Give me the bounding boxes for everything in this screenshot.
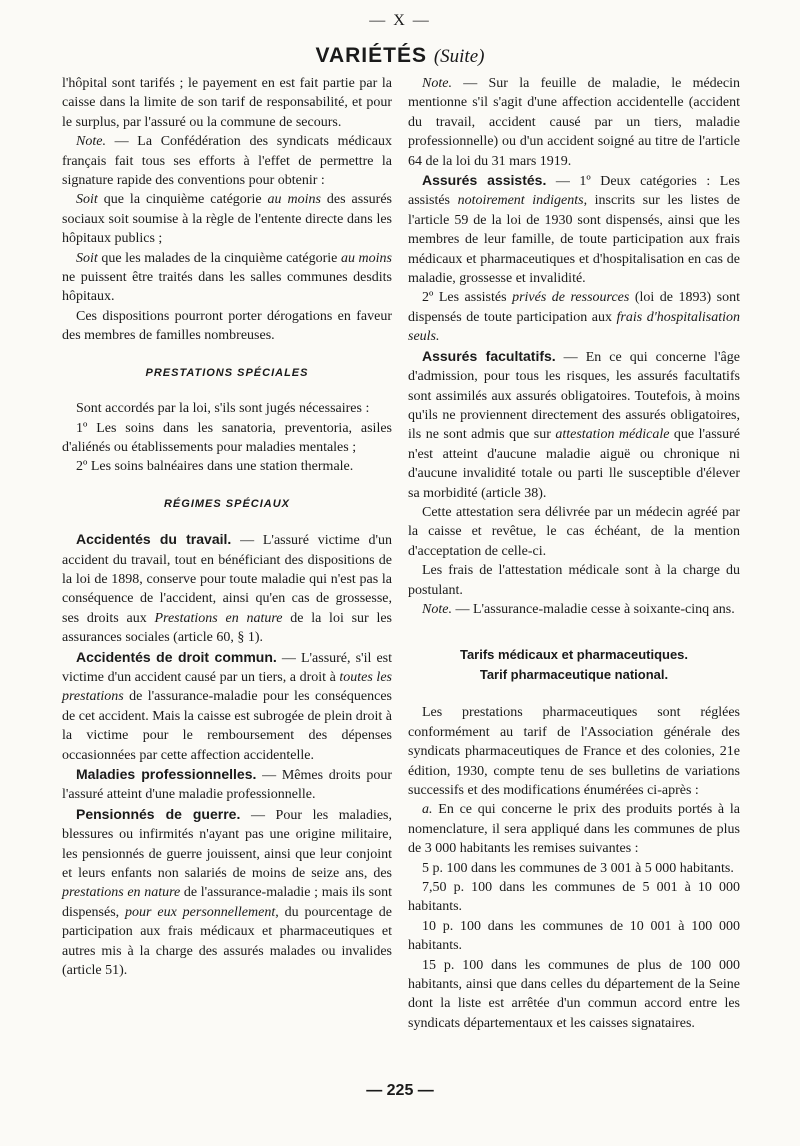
paragraph-accidentes-travail	[62, 530, 392, 647]
paragraph: Les prestations pharmaceutiques sont réglées conformément au tarif de l'Association générale des syndicats pharmaceutiques de France et des colonies, 21e édition, 1930, compte tenu de ses bulletins de variations successifs et des modifications énumérées ci-après :	[408, 705, 740, 798]
text: que la cinquième catégorie	[97, 192, 268, 208]
text: ne puissent être traités dans les salles communes desdits hôpitaux.	[62, 270, 392, 305]
text: — En ce qui concerne l'âge d'admission, pour tous les risques, les assurés facultatifs sont assimilés aux assurés obligatoires. Toutefois, à moins qu'ils ne proviennent directement des assurés obligatoires, ils ne sont admis que sur	[408, 349, 740, 443]
note-lead: Note.	[76, 134, 106, 150]
emphasis: frais d'hospitalisation seuls.	[408, 309, 740, 345]
list-item: 10 p. 100 dans les communes de 10 001 à 100 000 habitants.	[408, 918, 740, 954]
text: — Pour les maladies, blessures ou infirmités n'ayant pas une origine militaire, les pensionnés de guerre jouissent, ainsi que leur conjoint et leurs enfants non salariés de moins de seize ans, des	[62, 807, 392, 882]
section-heading-prestations: PRESTATIONS SPÉCIALES	[145, 366, 309, 379]
paragraph	[408, 800, 740, 858]
paragraph-assures-assistes	[408, 171, 740, 288]
heading-line: Tarif pharmaceutique national.	[479, 667, 669, 683]
emphasis: Prestations en nature	[154, 610, 283, 626]
emphasis: au moins	[340, 250, 392, 266]
note-lead: Note.	[422, 76, 452, 91]
text: que les malades de la cinquième catégorie	[97, 250, 341, 266]
run-in-heading: Maladies professionnelles.	[76, 766, 257, 782]
text: , inscrits sur les listes de l'article 59 de la loi de 1930 sont dispensés, ainsi que les membres de leur famille, de toute participation aux frais médicaux et pharmaceutiques et d'hospitalisation en cas de maladie, grossesse et invalidité.	[408, 193, 740, 287]
note-lead: Note.	[422, 601, 452, 617]
section-heading-tarifs	[408, 645, 740, 685]
note-paragraph	[408, 74, 740, 171]
heading-line: Tarifs médicaux et pharmaceutiques.	[459, 647, 689, 663]
item-letter: a.	[422, 802, 433, 818]
text: 2º Les assistés	[422, 290, 513, 306]
right-column	[408, 74, 740, 1033]
emphasis: attestation médicale	[555, 427, 670, 443]
soit-lead: Soit	[76, 250, 98, 266]
list-item: 1º Les soins dans les sanatoria, preventoria, asiles d'aliénés ou établissements pour maladies mentales ;	[62, 420, 392, 455]
text: des assurés sociaux soit soumise à la règle de l'entente directe dans les hôpitaux publics ;	[62, 192, 392, 247]
note-paragraph	[62, 132, 392, 190]
paragraph-assures-facultatifs	[408, 347, 740, 503]
emphasis: prestations en nature	[62, 885, 181, 901]
list-item: 5 p. 100 dans les communes de 3 001 à 5 000 habitants.	[422, 860, 734, 876]
title-main: VARIÉTÉS	[315, 44, 427, 67]
emphasis: toutes les prestations	[62, 669, 392, 705]
soit-paragraph	[62, 249, 392, 307]
paragraph: Sont accordés par la loi, s'ils sont jugés nécessaires :	[76, 401, 370, 417]
paragraph: Cette attestation sera délivrée par un médecin agréé par la caisse et revêtue, le cas échéant, de la mention d'acceptation de celle-ci.	[408, 504, 740, 559]
text: que l'assuré n'est atteint d'aucune maladie aiguë ou chronique ni d'aucune invalidité totale ou parti lle susceptible d'élever sa morbidité (article 38).	[408, 427, 740, 501]
run-in-heading: Assurés assistés.	[422, 172, 547, 189]
text: — 1º Deux catégories : Les assistés	[408, 174, 740, 209]
run-in-heading: Pensionnés de guerre.	[76, 805, 241, 822]
paragraph: Les frais de l'attestation médicale sont à la charge du postulant.	[408, 563, 740, 598]
text: , du pourcentage de participation aux frais médicaux et pharmaceutiques et autres mis à la charge des assurés malades ou invalides (article 51).	[62, 904, 392, 979]
paragraph: Ces dispositions pourront porter dérogations en faveur des membres de familles nombreuses.	[62, 308, 392, 344]
emphasis: privés de ressources	[512, 290, 630, 306]
list-item: 7,50 p. 100 dans les communes de 5 001 à 10 000 habitants.	[408, 880, 740, 915]
run-in-heading: Accidentés du travail.	[76, 531, 232, 548]
paragraph-pensionnes	[62, 805, 392, 981]
page-number: — 225 —	[366, 1082, 434, 1099]
section-heading-regimes: RÉGIMES SPÉCIAUX	[163, 497, 291, 510]
text: de l'assurance-maladie pour les conséquences de cet accident. Mais la caisse est subrogée de plein droit à la victime pour le remboursement des dépenses occasionnées par cette affection accidentelle.	[62, 689, 392, 763]
emphasis: au moins	[267, 192, 321, 208]
text: En ce qui concerne le prix des produits portés à la nomenclature, il sera appliqué dans les communes de plus de 3 000 habitants les remises suivantes :	[408, 802, 740, 857]
note-text: — Sur la feuille de maladie, le médecin mentionne s'il s'agit d'une affection accidentelle (accident du travail, accident causé par un tiers, maladie professionnelle) ou d'un accident soigné au titre de l'article 64 de la loi du 31 mars 1919.	[408, 76, 740, 169]
soit-paragraph	[62, 190, 392, 248]
paragraph-accidentes-droit-commun	[62, 648, 392, 765]
text: — L'assuré victime d'un accident du travail, tout en bénéficiant des dispositions de la loi de 1898, conserve pour toute maladie qui n'est pas la conséquence de l'accident, ainsi qu'en cas de grossesse, ses droits aux	[62, 533, 393, 626]
note-text: — L'assurance-maladie cesse à soixante-cinq ans.	[451, 601, 735, 617]
page-title	[0, 44, 800, 68]
note-paragraph	[408, 600, 740, 619]
text: de la loi sur les assurances sociales (article 60, § 1).	[62, 610, 392, 646]
text: (loi de 1893) sont dispensés de toute participation aux	[408, 290, 740, 325]
paragraph	[408, 288, 740, 346]
list-item: 15 p. 100 dans les communes de plus de 100 000 habitants, ainsi que dans celles du département de la Seine dont la liste est arrêtée d'un commun accord entre les syndicats départementaux et les caisses signataires.	[408, 957, 740, 1031]
list-item: 2º Les soins balnéaires dans une station thermale.	[76, 459, 354, 475]
text: — Mêmes droits pour l'assuré atteint d'une maladie professionnelle.	[62, 768, 393, 803]
left-column	[62, 74, 392, 980]
note-text: — La Confédération des syndicats médicaux français fait tous ses efforts à l'effet de permettre la signature rapide des conventions pour obtenir :	[62, 134, 392, 189]
title-suite: (Suite)	[433, 46, 485, 67]
paragraph-maladies-professionnelles	[62, 765, 392, 805]
emphasis: pour eux personnellement	[125, 904, 276, 920]
run-in-heading: Accidentés de droit commun.	[76, 648, 277, 665]
emphasis: notoirement indigents	[457, 193, 584, 209]
text: — L'assuré, s'il est victime d'un accident causé par un tiers, a droit à	[62, 650, 392, 685]
paragraph: l'hôpital sont tarifés ; le payement en est fait partie par la caisse dans la limite de son tarif de responsabilité, et pour le surplus, par l'assuré ou la commune de secours.	[62, 76, 392, 130]
roman-page-marker: — X —	[369, 12, 431, 29]
text: de l'assurance-maladie ; mais ils sont dispensés,	[62, 885, 392, 920]
run-in-heading: Assurés facultatifs.	[422, 347, 556, 364]
soit-lead: Soit	[76, 192, 98, 208]
